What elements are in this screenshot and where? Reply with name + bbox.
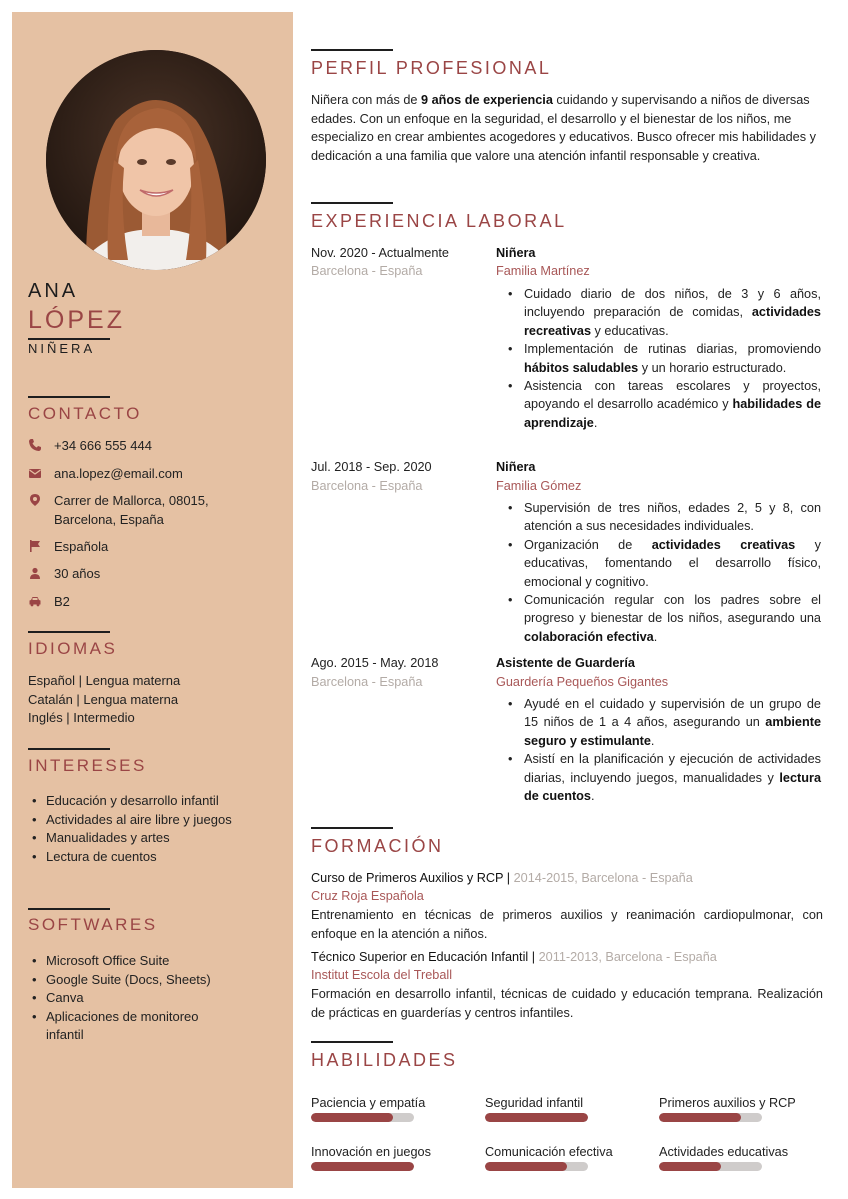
job-bullet: • Comunicación regular con los padres sobre el progreso y bienestar de los niños, asegurando una colaboración efectiva. — [496, 591, 821, 646]
course-description: Entrenamiento en técnicas de primeros auxilios y reanimación cardiopulmonar, con enfoque en la atención a niños. — [311, 908, 823, 941]
course-name: Técnico Superior en Educación Infantil — [311, 950, 529, 964]
software-item: • Aplicaciones de monitoreo infantil — [28, 1008, 238, 1045]
skill-bar — [659, 1113, 762, 1122]
interests-title: INTERESES — [28, 756, 147, 775]
location-pin-icon — [28, 493, 42, 507]
phone-icon — [28, 438, 42, 452]
job-bullets — [496, 695, 821, 805]
skills-title: HABILIDADES — [311, 1050, 458, 1070]
job-date: Nov. 2020 - Actualmente — [311, 246, 449, 260]
job-bullet: • Ayudé en el cuidado y supervisión de un grupo de 15 niños de 1 a 4 años, asegurando un ambiente seguro y estimulante. — [496, 695, 821, 750]
experience-title: EXPERIENCIA LABORAL — [311, 211, 567, 231]
education-heading: Técnico Superior en Educación Infantil | 2011-2013, Barcelona - España — [311, 950, 717, 964]
job-bullet: • Organización de actividades creativas y educativas, fomentando el desarrollo físico, emocional y cognitivo. — [496, 536, 821, 591]
course-institution: Cruz Roja Española — [311, 889, 424, 903]
language-item: Catalán | Lengua materna — [28, 691, 179, 707]
skill-label: Innovación en juegos — [311, 1145, 431, 1159]
software-item: • Google Suite (Docs, Sheets) — [28, 971, 238, 990]
interests-list — [28, 792, 232, 866]
portrait-illustration — [46, 50, 266, 270]
job-bullets — [496, 499, 821, 646]
job-employer: Familia Martínez — [496, 264, 590, 278]
skill-bar-fill — [659, 1162, 721, 1171]
address-line-2: Barcelona, España — [54, 512, 164, 527]
phone-text[interactable]: +34 666 555 444 — [54, 438, 152, 453]
profile-text: Niñera con más de 9 años de experiencia cuidando y supervisando a niños de diversas edades. Con un enfoque en la seguridad, el desarrollo y el bienestar de los niños, me especializo en crear ambientes acogedores y educativos. Busco ofrecer mis habilidades y dedicación a una familia que valore una atención infantil responsable y creativa. — [311, 93, 816, 163]
address-line-1: Carrer de Mallorca, 08015, — [54, 493, 209, 508]
last-name: LÓPEZ — [28, 306, 125, 334]
job-location: Barcelona - España — [311, 264, 423, 278]
job-date: Jul. 2018 - Sep. 2020 — [311, 460, 432, 474]
email-text[interactable]: ana.lopez@email.com — [54, 466, 183, 481]
job-location: Barcelona - España — [311, 479, 423, 493]
interest-item: • Actividades al aire libre y juegos — [28, 811, 232, 830]
education-title: FORMACIÓN — [311, 836, 444, 856]
skill-label: Comunicación efectiva — [485, 1145, 613, 1159]
course-meta: 2014-2015, Barcelona - España — [513, 871, 693, 885]
course-meta: 2011-2013, Barcelona - España — [538, 950, 717, 964]
job-position: Niñera — [496, 246, 536, 260]
skill-bar — [311, 1113, 414, 1122]
languages-list — [28, 672, 180, 728]
skill-bar-fill — [485, 1162, 567, 1171]
job-date: Ago. 2015 - May. 2018 — [311, 656, 439, 670]
skill-bar — [311, 1162, 414, 1171]
languages-title: IDIOMAS — [28, 639, 118, 658]
age-text: 30 años — [54, 566, 101, 581]
skill-label: Seguridad infantil — [485, 1096, 584, 1110]
education-divider — [311, 827, 393, 829]
skill-bar-fill — [311, 1162, 414, 1171]
job-role: NIÑERA — [28, 341, 96, 356]
job-bullet: • Cuidado diario de dos niños, de 3 y 6 años, incluyendo preparación de comidas, actividades recreativas y educativas. — [496, 285, 821, 340]
contact-divider — [28, 396, 110, 398]
interest-item: • Lectura de cuentos — [28, 848, 232, 867]
skill-label: Actividades educativas — [659, 1145, 789, 1159]
job-position: Asistente de Guardería — [496, 656, 635, 670]
softwares-list — [28, 952, 238, 1045]
job-bullets — [496, 285, 821, 432]
job-employer: Guardería Pequeños Gigantes — [496, 675, 669, 689]
interest-item: • Educación y desarrollo infantil — [28, 792, 232, 811]
email-icon — [28, 466, 42, 480]
interests-divider — [28, 748, 110, 750]
course-name: Curso de Primeros Auxilios y RCP — [311, 871, 504, 885]
nationality-text: Española — [54, 539, 109, 554]
softwares-title: SOFTWARES — [28, 915, 158, 934]
course-description: Formación en desarrollo infantil, técnicas de cuidado y educación temprana. Realización de prácticas en guarderías y centros infantiles. — [311, 987, 823, 1020]
job-bullet: • Asistencia con tareas escolares y proyectos, apoyando el desarrollo académico y habilidades de aprendizaje. — [496, 377, 821, 432]
softwares-divider — [28, 908, 110, 910]
skill-bar — [485, 1113, 588, 1122]
software-item: • Canva — [28, 989, 238, 1008]
skill-bar — [659, 1162, 762, 1171]
skill-bar-fill — [485, 1113, 588, 1122]
job-position: Niñera — [496, 460, 536, 474]
person-icon — [28, 566, 42, 580]
skill-bar-fill — [311, 1113, 393, 1122]
interest-item: • Manualidades y artes — [28, 829, 232, 848]
languages-divider — [28, 631, 110, 633]
first-name: ANA — [28, 280, 79, 302]
skill-label: Primeros auxilios y RCP — [659, 1096, 796, 1110]
skill-bar — [485, 1162, 588, 1171]
job-bullet: • Asistí en la planificación y ejecución de actividades diarias, incluyendo juegos, manualidades y lectura de cuentos. — [496, 750, 821, 805]
skills-divider — [311, 1041, 393, 1043]
software-item: • Microsoft Office Suite — [28, 952, 238, 971]
course-institution: Institut Escola del Treball — [311, 968, 453, 982]
skill-label: Paciencia y empatía — [311, 1096, 426, 1110]
language-item: Inglés | Intermedio — [28, 710, 135, 725]
profile-divider — [311, 49, 393, 51]
experience-divider — [311, 202, 393, 204]
contact-title: CONTACTO — [28, 404, 142, 423]
job-bullet: • Implementación de rutinas diarias, promoviendo hábitos saludables y un horario estructurado. — [496, 340, 821, 377]
job-employer: Familia Gómez — [496, 479, 582, 493]
education-heading: Curso de Primeros Auxilios y RCP | 2014-2015, Barcelona - España — [311, 871, 693, 885]
job-bullet: • Supervisión de tres niños, edades 2, 5 y 8, con atención a sus necesidades individuales. — [496, 499, 821, 536]
language-item: Español | Lengua materna — [28, 673, 181, 688]
job-location: Barcelona - España — [311, 675, 423, 689]
name-divider — [28, 338, 110, 340]
car-icon — [28, 594, 42, 608]
license-text: B2 — [54, 594, 70, 609]
skill-bar-fill — [659, 1113, 741, 1122]
profile-title: PERFIL PROFESIONAL — [311, 58, 552, 78]
profile-photo — [46, 50, 266, 270]
flag-icon — [28, 539, 42, 553]
